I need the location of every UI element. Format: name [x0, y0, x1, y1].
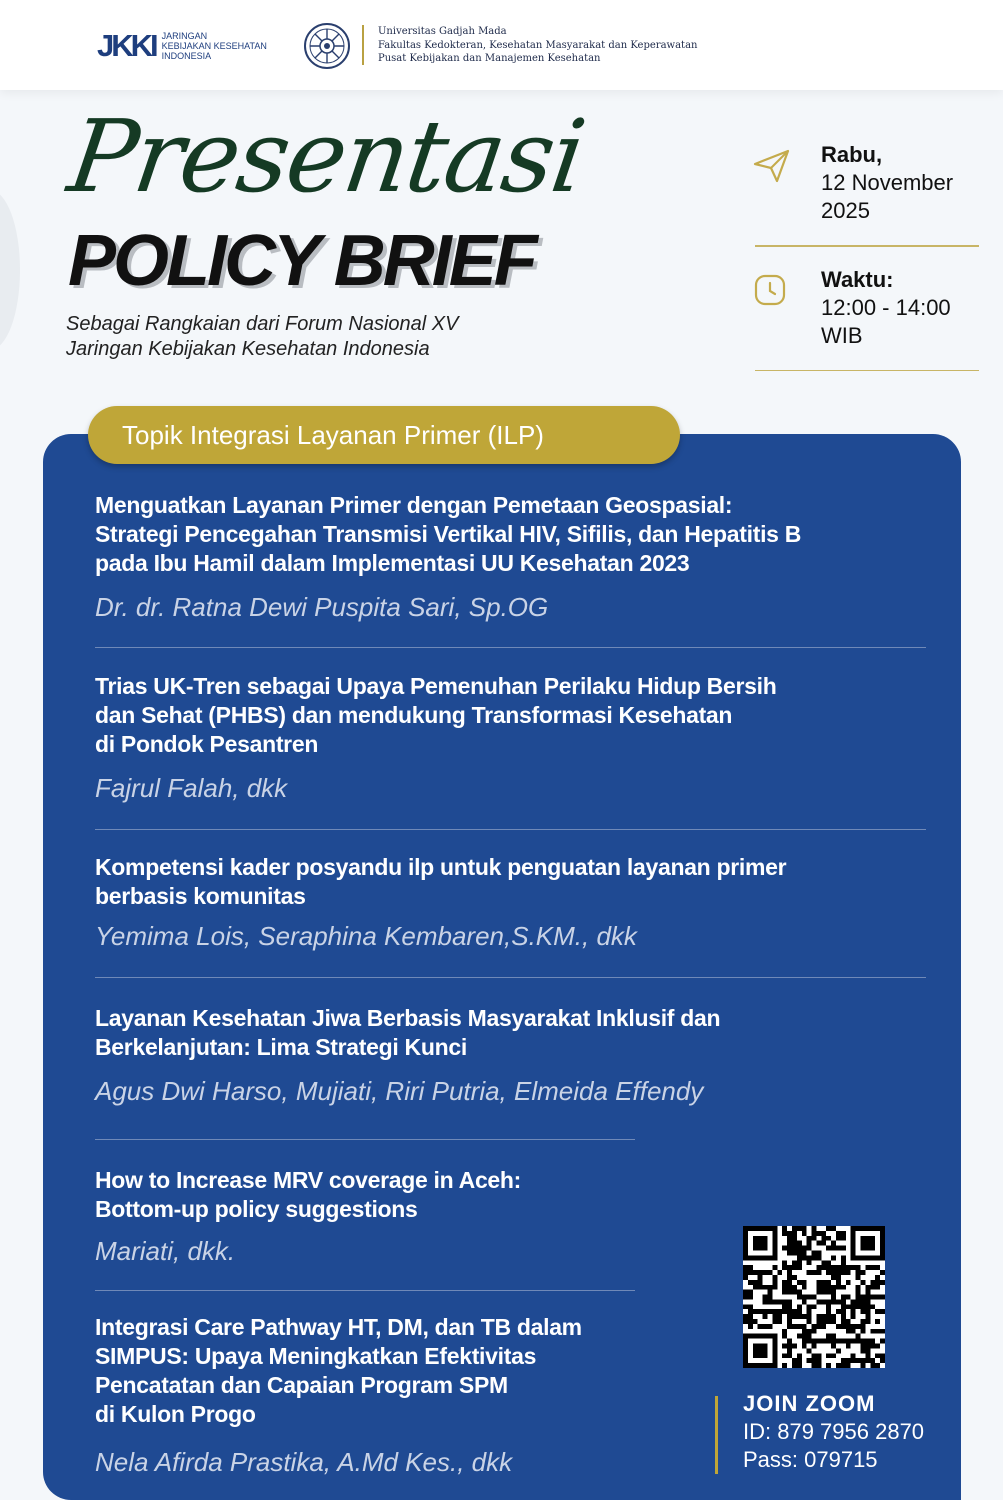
jkki-logo: [97, 30, 267, 62]
topic-item: [95, 1004, 720, 1106]
join-zoom-label: JOIN ZOOM: [743, 1391, 876, 1416]
topic-title-line: Strategi Pencegahan Transmisi Vertikal HIV, Sifilis, dan Hepatitis B: [95, 521, 802, 547]
qr-code-icon[interactable]: [743, 1226, 885, 1368]
topic-author: Dr. dr. Ratna Dewi Puspita Sari, Sp.OG: [95, 592, 549, 622]
topic-author: Fajrul Falah, dkk: [95, 773, 288, 803]
title-main: POLICY BRIEF: [68, 221, 535, 301]
event-date: [755, 140, 979, 225]
info-divider: [755, 245, 979, 247]
date-label: Rabu,: [821, 142, 883, 167]
clock-icon: [753, 273, 787, 307]
zoom-id: ID: 879 7956 2870: [743, 1419, 925, 1444]
topic-author: Agus Dwi Harso, Mujiati, Riri Putria, Elmeida Effendy: [95, 1076, 704, 1106]
zoom-pass: Pass: 079715: [743, 1447, 878, 1472]
ugm-text-line: Universitas Gadjah Mada: [378, 26, 507, 37]
topic-title: [95, 853, 786, 911]
info-divider: [755, 370, 979, 372]
topic-header-pill: Topik Integrasi Layanan Primer (ILP): [88, 406, 680, 464]
topics-panel: [43, 434, 961, 1500]
topic-title-line: SIMPUS: Upaya Meningkatkan Efektivitas: [95, 1343, 537, 1369]
topic-author: Yemima Lois, Seraphina Kembaren,S.KM., dkk: [95, 921, 637, 951]
header-divider: [362, 25, 364, 65]
topic-title-line: berbasis komunitas: [95, 883, 306, 909]
ugm-text: [378, 25, 697, 66]
title-script: Presentasi: [61, 98, 591, 215]
zoom-accent-bar: [715, 1396, 718, 1474]
subtitle-line: Jaringan Kebijakan Kesehatan Indonesia: [66, 338, 430, 360]
topic-title-line: di Pondok Pesantren: [95, 731, 319, 757]
jkki-text-line: INDONESIA: [161, 51, 212, 61]
topic-title-line: di Kulon Progo: [95, 1401, 256, 1427]
topic-item: [95, 672, 776, 803]
topic-author: Nela Afirda Prastika, A.Md Kes., dkk: [95, 1447, 513, 1477]
topic-title: [95, 1166, 521, 1224]
jkki-logo-mark: JKKI: [97, 28, 156, 63]
time-line: WIB: [821, 322, 863, 348]
topic-divider: [95, 829, 926, 830]
topic-title-line: Trias UK-Tren sebagai Upaya Pemenuhan Perilaku Hidup Bersih: [95, 673, 777, 699]
jkki-text-line: KEBIJAKAN KESEHATAN: [161, 41, 267, 51]
jkki-logo-text: [162, 31, 267, 61]
topic-divider: [95, 977, 926, 978]
topic-item: [95, 1166, 521, 1266]
topic-title-line: pada Ibu Hamil dalam Implementasi UU Kesehatan 2023: [95, 550, 690, 576]
subtitle-line: Sebagai Rangkaian dari Forum Nasional XV: [66, 313, 459, 335]
topic-title-line: Kompetensi kader posyandu ilp untuk penguatan layanan primer: [95, 854, 787, 880]
time-label: Waktu:: [821, 266, 894, 292]
topic-author: Mariati, dkk.: [95, 1236, 236, 1266]
topic-title-line: Bottom-up policy suggestions: [95, 1196, 418, 1222]
date-line: 12 November: [821, 170, 954, 195]
date-line: 2025: [821, 198, 870, 223]
topic-divider: [95, 1290, 635, 1291]
paper-plane-icon: [753, 148, 791, 184]
decorative-shape: [0, 190, 20, 350]
topic-title: [95, 672, 776, 759]
topic-item: [95, 1313, 582, 1477]
topic-divider: [95, 1139, 635, 1140]
topic-title: [95, 1004, 720, 1062]
jkki-text-line: JARINGAN: [161, 31, 208, 41]
topic-title-line: Integrasi Care Pathway HT, DM, dan TB dalam: [95, 1314, 582, 1340]
event-info: [755, 140, 979, 389]
event-time: [755, 265, 979, 350]
topic-title-line: Menguatkan Layanan Primer dengan Pemetaan Geospasial:: [95, 492, 733, 518]
ugm-text-line: Fakultas Kedokteran, Kesehatan Masyarakat dan Keperawatan: [378, 39, 698, 51]
topic-title-line: Berkelanjutan: Lima Strategi Kunci: [95, 1034, 467, 1060]
subtitle: [66, 312, 458, 362]
zoom-info: [743, 1390, 924, 1474]
ugm-seal-icon: [303, 22, 351, 70]
topic-divider: [95, 647, 926, 648]
topic-title-line: How to Increase MRV coverage in Aceh:: [95, 1167, 522, 1193]
header-bar: [0, 0, 1003, 90]
topic-title-line: Layanan Kesehatan Jiwa Berbasis Masyarakat Inklusif dan: [95, 1005, 721, 1031]
topic-title: [95, 491, 801, 578]
topic-title-line: Pencatatan dan Capaian Program SPM: [95, 1372, 508, 1398]
topic-item: [95, 491, 801, 622]
topic-title-line: dan Sehat (PHBS) dan mendukung Transformasi Kesehatan: [95, 702, 733, 728]
ugm-text-line: Pusat Kebijakan dan Manajemen Kesehatan: [378, 53, 601, 64]
topic-title: [95, 1313, 582, 1429]
topic-item: [95, 853, 786, 951]
time-line: 12:00 - 14:00: [821, 294, 951, 320]
